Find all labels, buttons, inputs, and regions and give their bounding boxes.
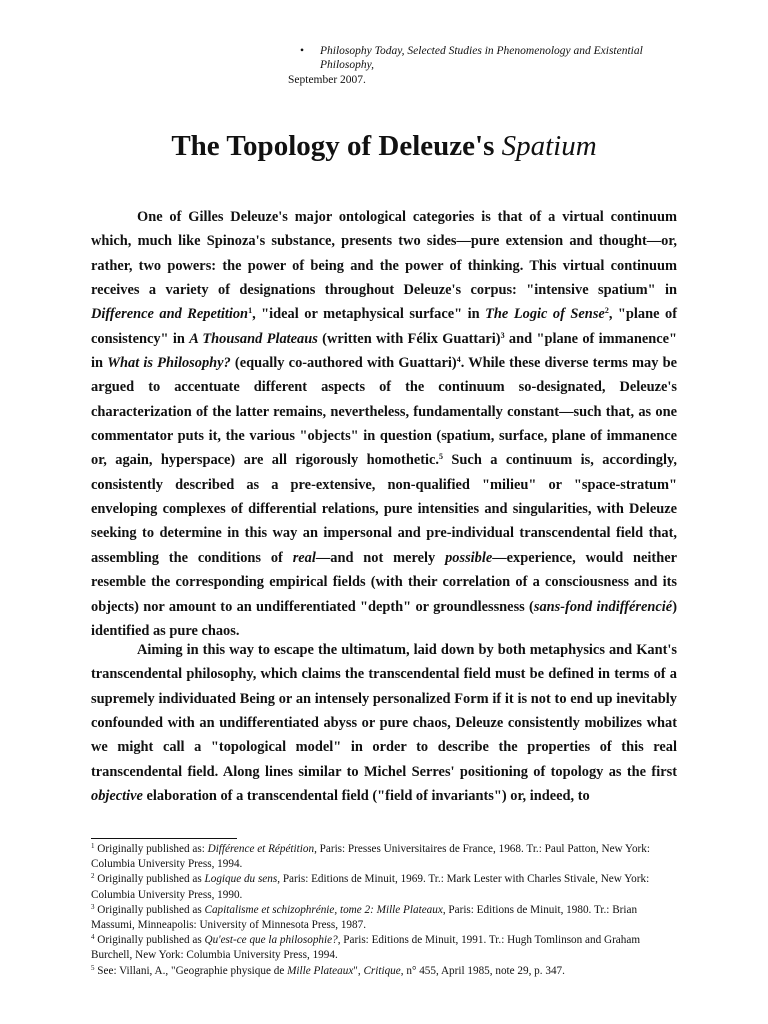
footnote-5 [91, 964, 677, 979]
footnote-text: , Paris: Editions de Minuit, 1980. Tr.: Brian Massumi, Minneapolis: University of Minnesota Press, 1987. [91, 903, 638, 932]
paragraph-1 [91, 205, 677, 643]
footnote-ref-4[interactable]: 4 [456, 355, 461, 365]
footnote-text: , Paris: Editions de Minuit, 1991. Tr.: Hugh Tomlinson and Graham Burchell, New York: Columbia University Press, 1994. [91, 934, 641, 962]
footnote-2 [91, 872, 677, 902]
text-run: Aiming in this way to escape the ultimatum, laid down by both metaphysics and Kant's transcendental philosophy, which claims the transcendental field must be defined in terms of a supremely individuated Being or an intensely personalized Form if it is not to end up inevitably confounded with an undifferentiated abyss or pure chaos, Deleuze consistently mobilizes what we might call a "topological model" in order to describe the properties of this real transcendental field. Along lines similar to Michel Serres' positioning of topology as the first [91, 642, 677, 780]
text-run: . While these diverse terms may be argued to accentuate different aspects of the continuum so-designated, Deleuze's characterization of the latter remains, nevertheless, fundamentally constant—such that, as one commentator puts it, the various "objects" in question (spatium, surface, plane of immanence or, again, hyperspace) are all rigorously homothetic. [91, 355, 677, 469]
text-run: ) identified as pure chaos. [91, 598, 677, 639]
footnote-title: Qu'est-ce que la philosophie? [204, 934, 338, 947]
footnote-title: Capitalisme et schizophrénie, tome 2: Mille Plateaux [204, 903, 443, 916]
publication-source: • Philosophy Today, Selected Studies in Phenomenology and Existential [288, 44, 643, 58]
article-title-main: The Topology of Deleuze's [171, 130, 502, 162]
emphasis: possible [445, 549, 493, 566]
footnote-3 [91, 903, 677, 933]
footnote-title: Différence et Répétition [207, 843, 315, 855]
emphasis: sans-fond indifférencié [533, 598, 673, 615]
footnote-number: 1 [91, 842, 95, 850]
text-run: Such a continuum is, accordingly, consistently described as a pre-extensive, non-qualified "milieu" or "space-stratum" enveloping complexes of differential relations, pure intensities and singularities, with Deleuze seeking to determine in this way an impersonal and pre-individual transcendental field that, assembling the conditions of [91, 452, 677, 566]
publication-source-continued: Philosophy, [320, 59, 374, 71]
publication-header [288, 44, 643, 87]
article-title [0, 128, 768, 164]
book-title: A Thousand Plateaus [189, 330, 318, 347]
paragraph-2 [91, 638, 677, 808]
text-run: , "ideal or metaphysical surface" in [252, 306, 486, 323]
footnote-text: Originally published as [94, 934, 205, 947]
text-run: (written with Félix Guattari) [317, 330, 501, 347]
footnote-ref-1[interactable]: 1 [248, 306, 253, 316]
footnote-number: 4 [91, 933, 95, 942]
footnote-separator [91, 838, 237, 839]
footnote-ref-2[interactable]: 2 [604, 306, 609, 316]
footnote-title: Critique [363, 964, 401, 977]
footnote-number: 3 [91, 902, 95, 911]
book-title: What is Philosophy? [107, 355, 231, 372]
footnote-title: Logique du sens [204, 873, 278, 886]
text-run: —experience, would neither resemble the corresponding empirical fields (with their correlation of a consciousness and its objects) nor amount to an undifferentiated "depth" or groundlessness ( [91, 549, 677, 615]
article-title-italic: Spatium [501, 130, 597, 162]
emphasis: real [292, 549, 316, 566]
emphasis: objective [91, 788, 143, 805]
publication-date: September 2007. [288, 74, 366, 86]
text-run: and "plane of immanence" in [91, 330, 677, 372]
footnote-text: ", [353, 964, 364, 977]
book-title: Difference and Repetition [91, 306, 249, 323]
footnote-number: 2 [91, 872, 95, 881]
footnote-title: Mille Plateaux [287, 964, 354, 977]
footnote-ref-3[interactable]: 3 [500, 330, 505, 340]
book-title: The Logic of Sense [485, 306, 605, 323]
footnote-4 [91, 933, 677, 963]
footnote-text: See: Villani, A., "Geographie physique de [94, 964, 288, 977]
footnote-text: Originally published as [94, 903, 205, 916]
footnote-text: , n° 455, April 1985, note 29, p. 347. [400, 964, 565, 977]
footnote-text: , Paris: Presses Universitaires de France, 1968. Tr.: Paul Patton, New York: Columbia University Press, 1994. [91, 843, 650, 871]
footnotes [91, 842, 677, 979]
footnote-number: 5 [91, 963, 95, 972]
text-run: —and not merely [315, 549, 446, 566]
text-run: One of Gilles Deleuze's major ontological categories is that of a virtual continuum which, much like Spinoza's substance, presents two sides—pure extension and thought—or, rather, two powers: the power of being and the power of thinking. This virtual continuum receives a variety of designations throughout Deleuze's corpus: "intensive spatium" in [91, 209, 677, 299]
footnote-text: Originally published as: [94, 843, 208, 855]
footnote-1 [91, 842, 677, 872]
footnote-ref-5[interactable]: 5 [439, 452, 444, 462]
footnote-text: , Paris: Editions de Minuit, 1969. Tr.: Mark Lester with Charles Stivale, New York: Columbia University Press, 1990. [91, 873, 650, 901]
text-run: , "plane of consistency" in [91, 306, 678, 347]
footnote-text: Originally published as [94, 873, 205, 886]
text-run: elaboration of a transcendental field ("field of invariants") or, indeed, to [142, 788, 590, 805]
text-run: (equally co-authored with Guattari) [230, 355, 457, 372]
